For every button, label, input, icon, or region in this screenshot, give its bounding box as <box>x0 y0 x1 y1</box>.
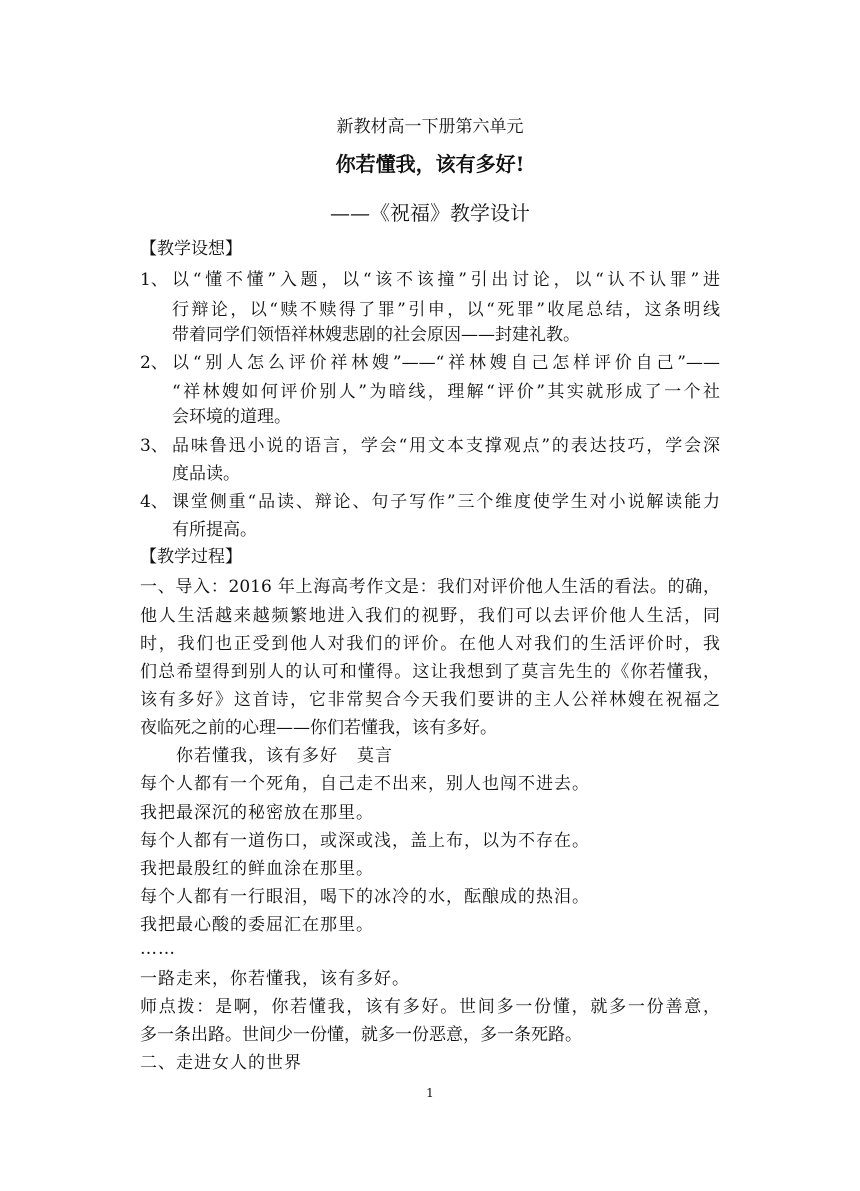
list-item-line: “祥林嫂如何评价别人”为暗线，理解“评价”其实就形成了一个社 <box>172 382 720 402</box>
page-subtitle: ——《祝福》教学设计 <box>330 201 530 225</box>
paragraph-line: 一、导入：2016 年上海高考作文是：我们对评价他人生活的看法。的确， <box>140 577 720 597</box>
list-item-line: 有所提高。 <box>172 520 257 540</box>
comment-line: 多一条出路。世间少一份懂，就多一份恶意，多一条死路。 <box>140 1025 582 1045</box>
poem-author: 莫言 <box>357 746 393 766</box>
page-title: 你若懂我，该有多好! <box>335 152 525 176</box>
paragraph-line: 该有多好》这首诗，它非常契合今天我们要讲的主人公祥林嫂在祝福之 <box>140 690 720 710</box>
list-item-line: 带着同学们领悟祥林嫂悲剧的社会原因——封建礼教。 <box>172 325 580 345</box>
paragraph-line: 他人生活越来越频繁地进入我们的视野，我们可以去评价他人生活，同 <box>140 606 720 626</box>
list-item-line: 度品读。 <box>172 464 240 484</box>
paragraph-line: 夜临死之前的心理——你们若懂我，该有多好。 <box>140 718 497 738</box>
poem-line: 我把最殷红的鲜血涂在那里。 <box>140 859 374 879</box>
section-heading-process: 【教学过程】 <box>140 547 242 567</box>
poem-line: 每个人都有一道伤口，或深或浅，盖上布，以为不存在。 <box>140 831 590 851</box>
poem-line: 我把最深沉的秘密放在那里。 <box>140 803 374 823</box>
list-item-line: 课堂侧重“品读、辩论、句子写作”三个维度使学生对小说解读能力 <box>172 492 720 512</box>
section-heading-design: 【教学设想】 <box>140 239 242 259</box>
list-item-number: 1、 <box>140 270 168 290</box>
list-item-line: 品味鲁迅小说的语言，学会“用文本支撑观点”的表达技巧，学会深 <box>172 436 720 456</box>
list-item-number: 2、 <box>140 353 168 373</box>
list-item-line: 会环境的道理。 <box>172 407 291 427</box>
poem-line: 一路走来，你若懂我，该有多好。 <box>140 969 410 989</box>
page-number: 1 <box>426 1086 434 1100</box>
list-item-line: 以“别人怎么评价祥林嫂”——“祥林嫂自己怎样评价自己”—— <box>172 353 720 373</box>
section-heading-next: 二、走进女人的世界 <box>140 1053 302 1073</box>
paragraph-line: 时，我们也正受到他人对我们的评价。在他人对我们的生活评价时，我 <box>140 634 720 654</box>
poem-title: 你若懂我，该有多好 <box>176 746 338 766</box>
list-item-number: 4、 <box>140 492 168 512</box>
poem-line: 每个人都有一个死角，自己走不出来，别人也闯不进去。 <box>140 774 590 794</box>
unit-label: 新教材高一下册第六单元 <box>336 117 524 137</box>
poem-ellipsis: …… <box>140 939 176 959</box>
poem-line: 每个人都有一行眼泪，喝下的冰冷的水，酝酿成的热泪。 <box>140 887 590 907</box>
list-item-line: 以“懂不懂”入题，以“该不该撞”引出讨论，以“认不认罪”进 <box>172 270 720 290</box>
comment-line: 师点拨：是啊，你若懂我，该有多好。世间多一份懂，就多一份善意， <box>140 997 720 1017</box>
list-item-number: 3、 <box>140 436 168 456</box>
poem-line: 我把最心酸的委屈汇在那里。 <box>140 915 374 935</box>
list-item-line: 行辩论，以“赎不赎得了罪”引申，以“死罪”收尾总结，这条明线 <box>172 300 720 320</box>
paragraph-line: 们总希望得到别人的认可和懂得。这让我想到了莫言先生的《你若懂我， <box>140 662 720 682</box>
